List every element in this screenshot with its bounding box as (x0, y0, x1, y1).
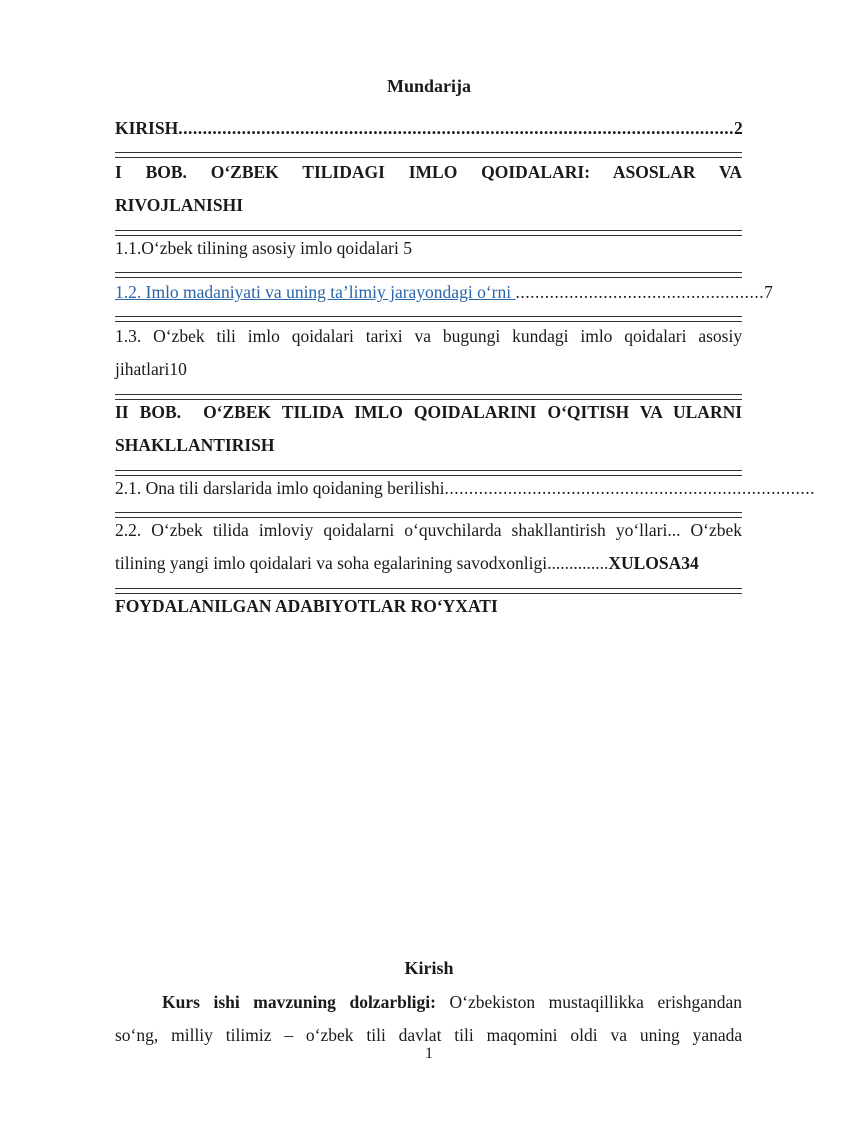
toc-page: 7 (764, 282, 773, 302)
toc-label: 2.1. Ona tili darslarida imlo qoidaning berilishi (115, 478, 445, 498)
toc-line: SHAKLLANTIRISH (115, 435, 275, 455)
toc-title: Mundarija (386, 76, 471, 96)
toc-xulosa: XULOSA34 (608, 553, 699, 573)
toc-entry-bob1[interactable] (115, 156, 742, 222)
page-number: 1 (425, 1045, 433, 1062)
toc-entry-2-1[interactable] (115, 472, 816, 505)
toc-line: 2.2. O‘zbek tilida imloviy qoidalarni o‘quvchilarda shakllantirish yo‘llari... O‘zbek (115, 520, 743, 540)
toc-entry-2-2[interactable] (115, 514, 742, 580)
toc-leader: ............................................................................ (444, 478, 816, 498)
paragraph-line: so‘ng, milliy tilimiz – o‘zbek tili davlat tili maqomini oldi va uning yanada (115, 1025, 743, 1045)
toc-line: jihatlari10 (115, 359, 187, 379)
toc-line: 1.3. O‘zbek tili imlo qoidalari tarixi va bugungi kundagi imlo qoidalari asosiy (115, 326, 743, 346)
toc-entry-1-2[interactable] (115, 276, 773, 309)
paragraph-line: Kurs ishi mavzuning dolzarbligi: O‘zbekiston mustaqillikka erishgandan (162, 992, 743, 1012)
toc-entry-kirish[interactable] (115, 112, 742, 145)
toc-line: tilining yangi imlo qoidalari va soha egalarining savodxonligi..............XULOSA34 (115, 553, 699, 573)
toc-line: RIVOJLANISHI (115, 195, 244, 215)
toc-line: II BOB. O‘ZBEK TILIDA IMLO QOIDALARINI O‘QITISH VA ULARNI (115, 402, 743, 422)
intro-paragraph (115, 986, 742, 1052)
toc-entry-foydalanilgan[interactable]: FOYDALANILGAN ADABIYOTLAR RO‘YXATI (115, 596, 498, 616)
toc-prefix: 1.2. (115, 282, 142, 302)
lead-bold: Kurs ishi mavzuning dolzarbligi: (162, 992, 436, 1012)
toc-page: 2 (733, 118, 743, 138)
toc-entry-1-3[interactable] (115, 320, 742, 386)
toc-label: KIRISH (115, 118, 179, 138)
toc-line: I BOB. O‘ZBEK TILIDAGI IMLO QOIDALARI: ASOSLAR VA (115, 162, 743, 182)
toc-entry-bob2[interactable] (115, 396, 742, 462)
toc-link[interactable]: Imlo madaniyati va uning ta’limiy jarayondagi o‘rni (141, 282, 516, 302)
toc-entry-1-1[interactable]: 1.1.O‘zbek tilining asosiy imlo qoidalari 5 (115, 238, 412, 258)
toc-leader: ................................................... (515, 282, 765, 302)
toc-leader: .................................................................................................................. (178, 118, 734, 138)
intro-heading: Kirish (404, 958, 454, 978)
